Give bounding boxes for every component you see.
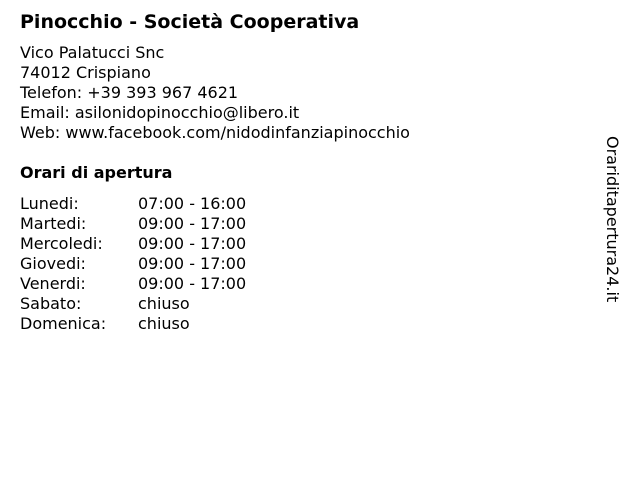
day-label: Domenica: — [20, 314, 107, 333]
day-label: Mercoledi: — [20, 234, 103, 253]
email-prefix: Email: — [20, 103, 75, 122]
day-hours: 09:00 - 17:00 — [138, 214, 247, 233]
day-label: Sabato: — [20, 294, 82, 313]
day-hours: chiuso — [138, 294, 190, 313]
day-hours: 09:00 - 17:00 — [138, 234, 247, 253]
email-link[interactable]: asilonidopinocchio@libero.it — [74, 103, 300, 122]
day-label: Martedi: — [20, 214, 87, 233]
day-hours: 07:00 - 16:00 — [138, 194, 247, 213]
hours-row — [20, 194, 580, 214]
business-name: Pinocchio - Società Cooperativa — [20, 11, 360, 33]
hours-row — [20, 294, 580, 314]
day-label: Giovedi: — [20, 254, 86, 273]
website-link[interactable]: www.facebook.com/nidodinfanziapinocchio — [65, 123, 410, 142]
address-city: 74012 Crispiano — [20, 63, 151, 82]
hours-row — [20, 274, 580, 294]
site-watermark: Orariditapertura24.it — [603, 136, 622, 303]
day-label: Lunedi: — [20, 194, 79, 213]
web-prefix: Web: — [20, 123, 66, 142]
hours-row — [20, 314, 580, 334]
hours-row — [20, 254, 580, 274]
web-line — [20, 123, 580, 143]
day-hours: 09:00 - 17:00 — [138, 254, 247, 273]
day-hours: chiuso — [138, 314, 190, 333]
email-line — [20, 103, 580, 123]
address-street: Vico Palatucci Snc — [20, 43, 165, 62]
phone-line: Telefon: +39 393 967 4621 — [20, 83, 239, 102]
day-label: Venerdi: — [20, 274, 86, 293]
hours-table — [20, 194, 580, 334]
day-hours: 09:00 - 17:00 — [138, 274, 247, 293]
business-card — [20, 10, 580, 334]
hours-row — [20, 214, 580, 234]
hours-row — [20, 234, 580, 254]
hours-heading: Orari di apertura — [20, 163, 173, 182]
